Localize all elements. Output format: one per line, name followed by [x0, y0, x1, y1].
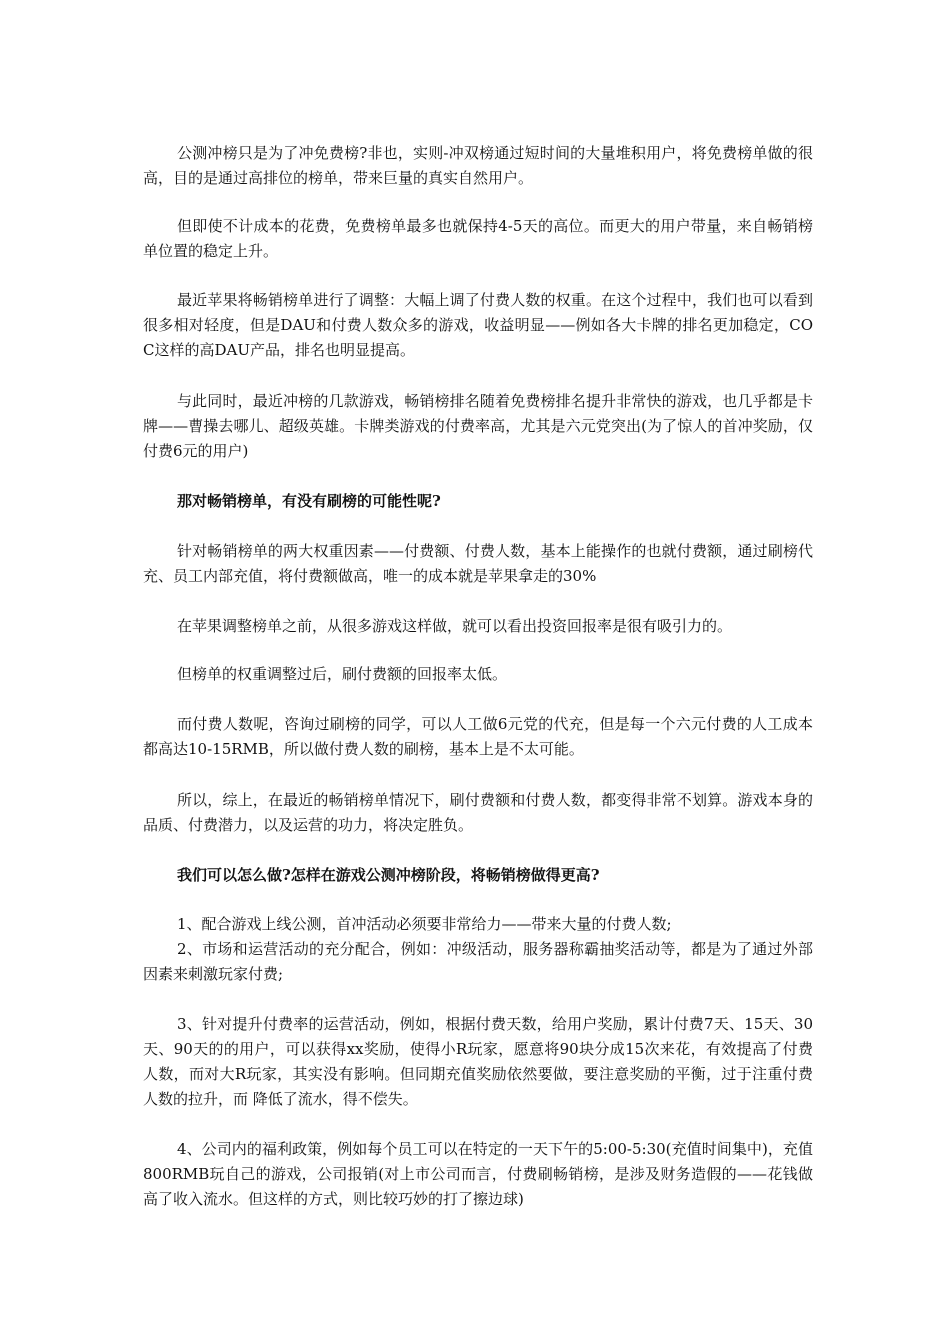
paragraph-5: 针对畅销榜单的两大权重因素——付费额、付费人数，基本上能操作的也就付费额，通过刷榜代充、员工内部充值，将付费额做高，唯一的成本就是苹果拿走的30% — [143, 542, 813, 585]
paragraph-1: 公测冲榜只是为了冲免费榜?非也，实则-冲双榜通过短时间的大量堆积用户，将免费榜单做的很高，目的是通过高排位的榜单，带来巨量的真实自然用户。 — [143, 144, 813, 187]
paragraph-3: 最近苹果将畅销榜单进行了调整：大幅上调了付费人数的权重。在这个过程中，我们也可以看到很多相对轻度，但是DAU和付费人数众多的游戏，收益明显——例如各大卡牌的排名更加稳定，COC这样的高DAU产品，排名也明显提高。 — [143, 291, 813, 359]
paragraph-2: 但即使不计成本的花费，免费榜单最多也就保持4-5天的高位。而更大的用户带量，来自畅销榜单位置的稳定上升。 — [143, 217, 813, 260]
list-item-4: 4、公司内的福利政策，例如每个员工可以在特定的一天下午的5:00-5:30(充值时间集中)，充值800RMB玩自己的游戏，公司报销(对上市公司而言，付费刷畅销榜，是涉及财务造假的——花钱做高了收入流水。但这样的方式，则比较巧妙的打了擦边球) — [143, 1140, 813, 1208]
paragraph-4: 与此同时，最近冲榜的几款游戏，畅销榜排名随着免费榜排名提升非常快的游戏，也几乎都是卡牌——曹操去哪儿、超级英雄。卡牌类游戏的付费率高，尤其是六元党突出(为了惊人的首冲奖励，仅付费6元的用户) — [143, 392, 813, 460]
section-heading-2: 我们可以怎么做?怎样在游戏公测冲榜阶段，将畅销榜做得更高? — [177, 866, 600, 884]
list-item-3: 3、针对提升付费率的运营活动，例如，根据付费天数，给用户奖励，累计付费7天、15天、30天、90天的的用户，可以获得xx奖励，使得小R玩家，愿意将90块分成15次来花，有效提高了付费人数，而对大R玩家，其实没有影响。但同期充值奖励依然要做，要注意奖励的平衡，过于注重付费人数的拉升，而 降低了流水，得不偿失。 — [143, 1015, 813, 1108]
list-item-2: 2、市场和运营活动的充分配合，例如：冲级活动，服务器称霸抽奖活动等，都是为了通过外部因素来刺激玩家付费; — [143, 940, 813, 983]
paragraph-8: 而付费人数呢，咨询过刷榜的同学，可以人工做6元党的代充，但是每一个六元付费的人工成本都高达10-15RMB，所以做付费人数的刷榜，基本上是不太可能。 — [143, 715, 813, 758]
list-item-1: 1、配合游戏上线公测，首冲活动必须要非常给力——带来大量的付费人数; — [177, 915, 672, 933]
paragraph-9: 所以，综上，在最近的畅销榜单情况下，刷付费额和付费人数，都变得非常不划算。游戏本身的品质、付费潜力，以及运营的功力，将决定胜负。 — [143, 791, 813, 834]
paragraph-6: 在苹果调整榜单之前，从很多游戏这样做，就可以看出投资回报率是很有吸引力的。 — [177, 617, 733, 635]
paragraph-7: 但榜单的权重调整过后，刷付费额的回报率太低。 — [177, 665, 508, 683]
section-heading-1: 那对畅销榜单，有没有刷榜的可能性呢? — [177, 492, 441, 510]
